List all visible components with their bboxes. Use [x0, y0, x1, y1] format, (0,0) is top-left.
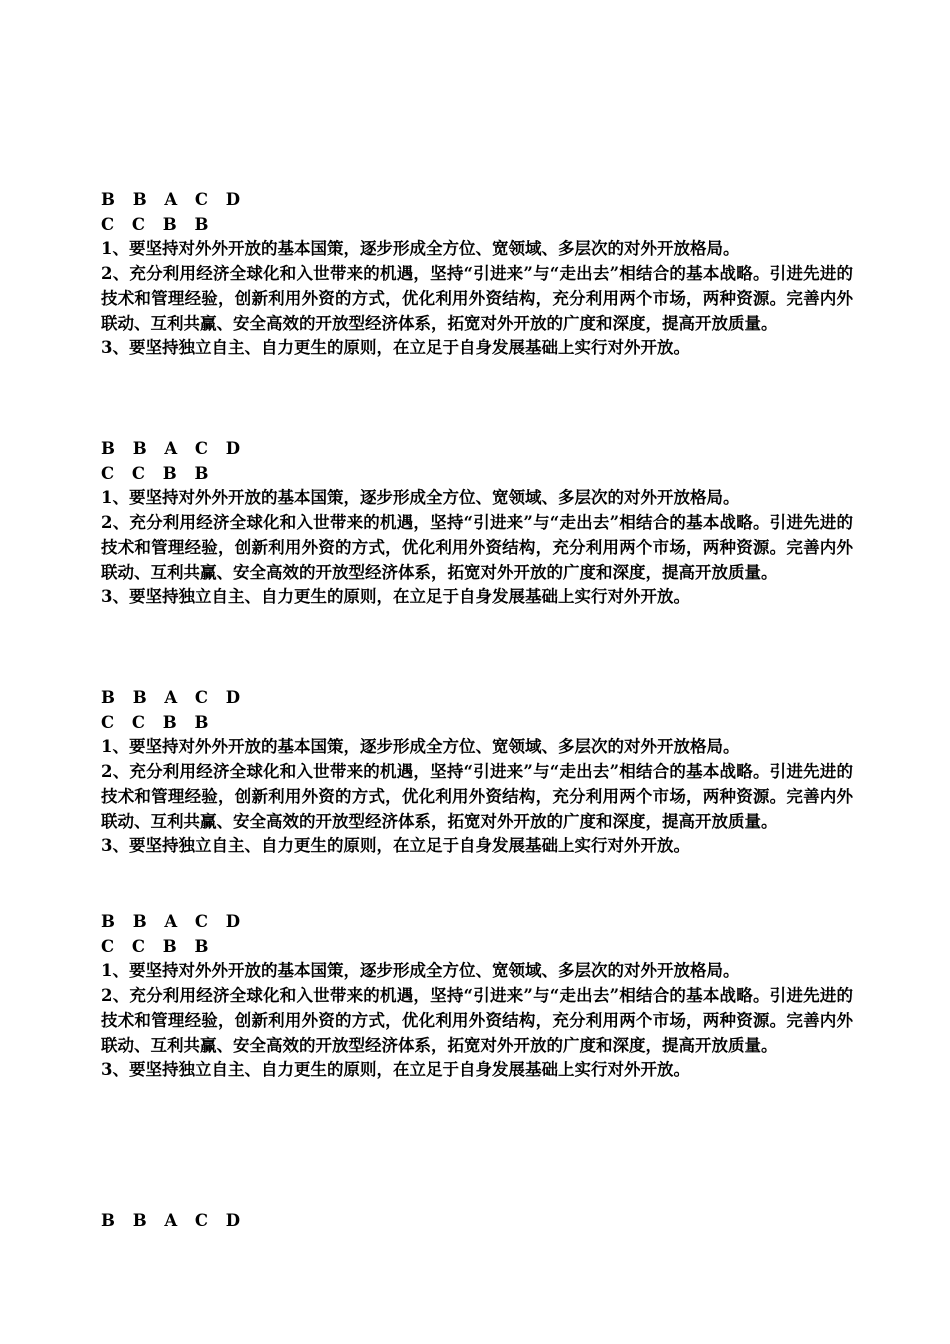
point-2: 2、充分利用经济全球化和入世带来的机遇，坚持“引进来”与“走出去”相结合的基本战略。引进先进的技术和管理经验，创新利用外资的方式，优化利用外资结构，充分利用两个市场，两种资源。完善内外联动、互利共赢、安全高效的开放型经济体系，拓宽对外开放的广度和深度，提高开放质量。: [101, 513, 853, 582]
answers-row-1: B B A C D: [101, 688, 247, 707]
point-3: 3、要坚持独立自主、自力更生的原则，在立足于自身发展基础上实行对外开放。: [101, 1060, 690, 1080]
point-1: 1、要坚持对外外开放的基本国策，逐步形成全方位、宽领域、多层次的对外开放格局。: [101, 488, 740, 508]
answers-row-2: C C B B: [101, 712, 215, 732]
answer-block-3: [101, 686, 861, 859]
point-3: 3、要坚持独立自主、自力更生的原则，在立足于自身发展基础上实行对外开放。: [101, 587, 690, 607]
answers-row-1: B B A C D: [101, 190, 247, 209]
point-3: 3、要坚持独立自主、自力更生的原则，在立足于自身发展基础上实行对外开放。: [101, 338, 690, 358]
point-3: 3、要坚持独立自主、自力更生的原则，在立足于自身发展基础上实行对外开放。: [101, 836, 690, 856]
answer-block-4: [101, 910, 861, 1083]
answers-row-2: C C B B: [101, 936, 215, 956]
point-1: 1、要坚持对外外开放的基本国策，逐步形成全方位、宽领域、多层次的对外开放格局。: [101, 737, 740, 757]
point-2: 2、充分利用经济全球化和入世带来的机遇，坚持“引进来”与“走出去”相结合的基本战略。引进先进的技术和管理经验，创新利用外资的方式，优化利用外资结构，充分利用两个市场，两种资源。完善内外联动、互利共赢、安全高效的开放型经济体系，拓宽对外开放的广度和深度，提高开放质量。: [101, 986, 853, 1055]
point-2: 2、充分利用经济全球化和入世带来的机遇，坚持“引进来”与“走出去”相结合的基本战略。引进先进的技术和管理经验，创新利用外资的方式，优化利用外资结构，充分利用两个市场，两种资源。完善内外联动、互利共赢、安全高效的开放型经济体系，拓宽对外开放的广度和深度，提高开放质量。: [101, 264, 853, 333]
point-2: 2、充分利用经济全球化和入世带来的机遇，坚持“引进来”与“走出去”相结合的基本战略。引进先进的技术和管理经验，创新利用外资的方式，优化利用外资结构，充分利用两个市场，两种资源。完善内外联动、互利共赢、安全高效的开放型经济体系，拓宽对外开放的广度和深度，提高开放质量。: [101, 762, 853, 831]
answers-row-1: B B A C D: [101, 1211, 247, 1230]
answers-row-1: B B A C D: [101, 912, 247, 931]
answers-row-2: C C B B: [101, 463, 215, 483]
point-1: 1、要坚持对外外开放的基本国策，逐步形成全方位、宽领域、多层次的对外开放格局。: [101, 239, 740, 259]
answers-row-2: C C B B: [101, 214, 215, 234]
answer-block-5: [101, 1209, 861, 1234]
point-1: 1、要坚持对外外开放的基本国策，逐步形成全方位、宽领域、多层次的对外开放格局。: [101, 961, 740, 981]
answers-row-1: B B A C D: [101, 439, 247, 458]
answer-block-1: [101, 188, 861, 361]
answer-block-2: [101, 437, 861, 610]
